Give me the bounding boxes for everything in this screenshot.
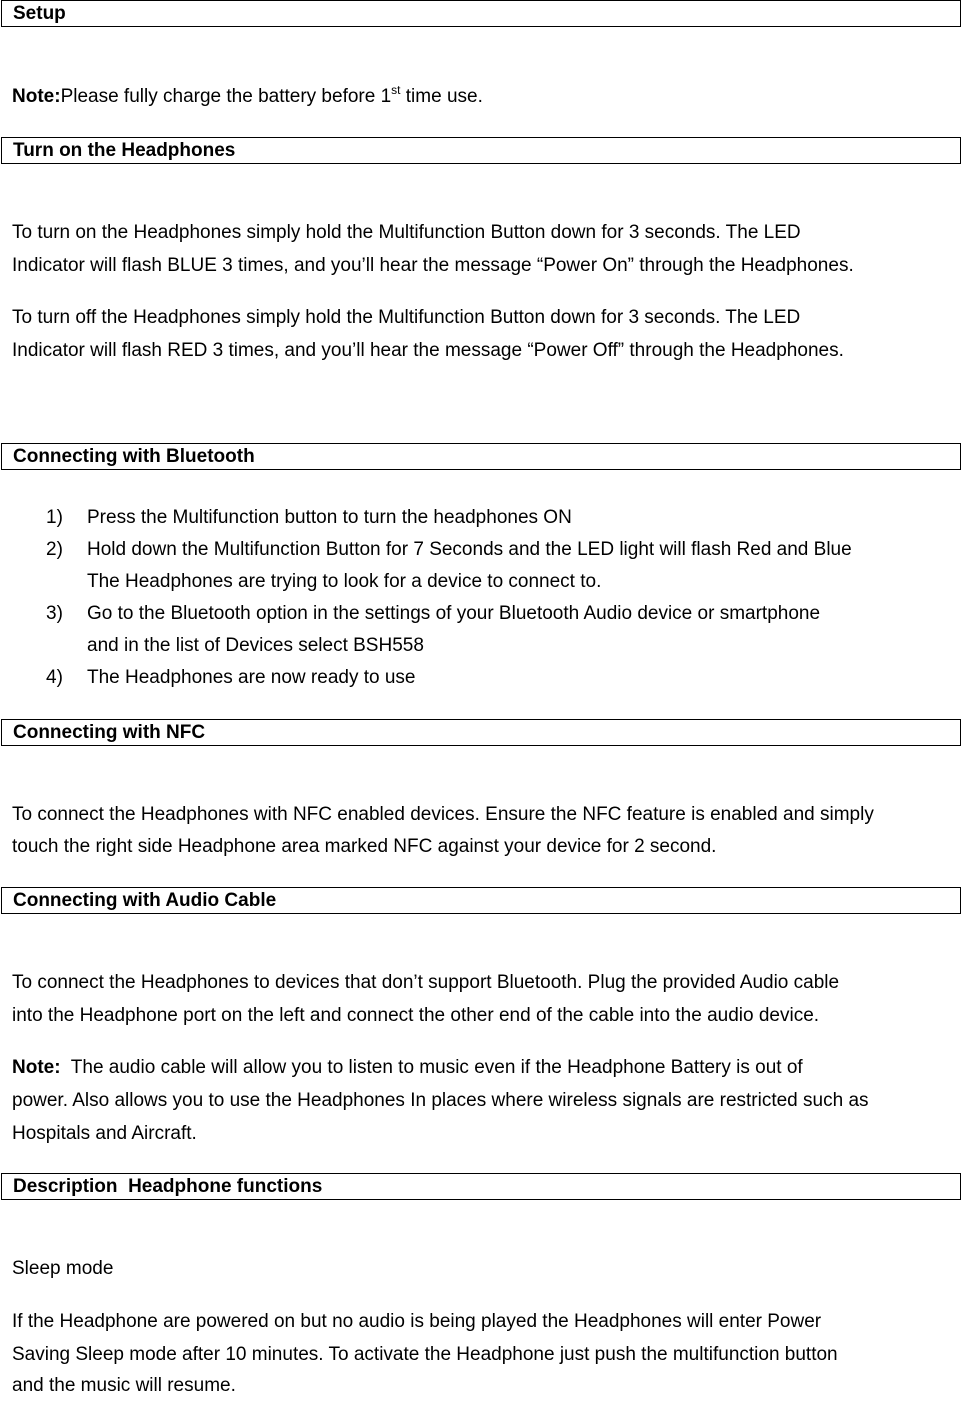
- note-superscript: st: [391, 83, 401, 97]
- audio-cable-line-1: To connect the Headphones to devices that don’t support Bluetooth. Plug the provided Audio cable: [12, 972, 840, 993]
- list-number: 2): [46, 539, 63, 560]
- setup-note: [12, 80, 957, 113]
- power-on-line-1: To turn on the Headphones simply hold the Multifunction Button down for 3 seconds. The LED: [12, 222, 801, 243]
- list-text: The Headphones are now ready to use: [87, 667, 416, 688]
- nfc-heading: Connecting with NFC: [1, 719, 961, 746]
- sleep-mode-line-1: If the Headphone are powered on but no audio is being played the Headphones will enter Power: [12, 1311, 822, 1332]
- audio-cable-heading: Connecting with Audio Cable: [1, 887, 961, 914]
- note-text: Please fully charge the battery before 1: [60, 86, 392, 107]
- power-off-line-1: To turn off the Headphones simply hold the Multifunction Button down for 3 seconds. The LED: [12, 307, 801, 328]
- turn-on-heading: Turn on the Headphones: [1, 137, 961, 164]
- list-text: Go to the Bluetooth option in the settings of your Bluetooth Audio device or smartphone: [87, 603, 821, 624]
- list-number: 3): [46, 603, 63, 624]
- sleep-mode-line-2: Saving Sleep mode after 10 minutes. To activate the Headphone just push the multifunction button: [12, 1344, 838, 1365]
- description-heading: Description Headphone functions: [1, 1173, 961, 1200]
- power-off-line-2: Indicator will flash RED 3 times, and you’ll hear the message “Power Off” through the Headphones.: [12, 340, 844, 361]
- note-text-end: time use.: [400, 86, 483, 107]
- bluetooth-heading: Connecting with Bluetooth: [1, 443, 961, 470]
- list-text: and in the list of Devices select BSH558: [87, 635, 424, 656]
- audio-note-label: Note:: [12, 1057, 61, 1078]
- note-label: Note:: [12, 86, 61, 107]
- audio-note-line-3: Hospitals and Aircraft.: [12, 1123, 197, 1144]
- sleep-mode-line-3: and the music will resume.: [12, 1375, 236, 1396]
- list-text: Press the Multifunction button to turn the headphones ON: [87, 507, 572, 528]
- nfc-line-2: touch the right side Headphone area marked NFC against your device for 2 second.: [12, 836, 717, 857]
- audio-note-text: The audio cable will allow you to listen to music even if the Headphone Battery is out of: [60, 1057, 803, 1078]
- list-number: 1): [46, 507, 63, 528]
- nfc-line-1: To connect the Headphones with NFC enabled devices. Ensure the NFC feature is enabled and simply: [12, 804, 874, 825]
- setup-heading: Setup: [1, 0, 961, 27]
- audio-cable-line-2: into the Headphone port on the left and connect the other end of the cable into the audio device.: [12, 1005, 820, 1026]
- audio-note-line-1: [12, 1051, 957, 1084]
- list-text: Hold down the Multifunction Button for 7 Seconds and the LED light will flash Red and Blue: [87, 539, 852, 560]
- list-number: 4): [46, 667, 63, 688]
- audio-note-line-2: power. Also allows you to use the Headphones In places where wireless signals are restricted such as: [12, 1090, 869, 1111]
- list-text: The Headphones are trying to look for a device to connect to.: [87, 571, 602, 592]
- sleep-mode-title: Sleep mode: [12, 1258, 114, 1279]
- power-on-line-2: Indicator will flash BLUE 3 times, and you’ll hear the message “Power On” through the Headphones.: [12, 255, 854, 276]
